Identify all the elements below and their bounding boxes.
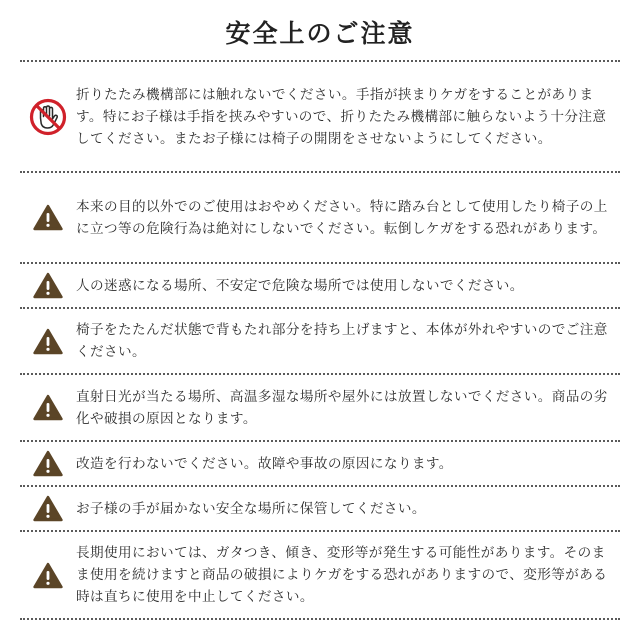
warning-icon	[20, 204, 76, 231]
notice-text: 長期使用においては、ガタつき、傾き、変形等が発生する可能性があります。そのまま使用を続けますと商品の破損によりケガをする恐れがありますので、変形等がある時は直ちに使用を中止してください。	[76, 545, 608, 605]
notice-text: 人の迷惑になる場所、不安定で危険な場所では使用しないでください。	[76, 277, 524, 294]
notice-text: 改造を行わないでください。故障や事故の原因になります。	[76, 455, 453, 472]
no-touch-hand-icon	[20, 97, 76, 137]
warning-icon	[20, 394, 76, 421]
notice-text: お子様の手が届かない安全な場所に保管してください。	[76, 500, 426, 517]
notice-text: 本来の目的以外でのご使用はおやめください。特に踏み台として使用したり椅子の上に立つ等の危険行為は絶対にしないでください。転倒しケガをする恐れがあります。	[76, 198, 608, 237]
warning-icon	[20, 272, 76, 299]
warning-icon	[20, 495, 76, 522]
notice-item	[20, 440, 620, 485]
notice-item	[20, 171, 620, 262]
notice-text: 椅子をたたんだ状態で背もたれ部分を持ち上げますと、本体が外れやすいのでご注意ください。	[76, 322, 608, 360]
notice-text: 折りたたみ機構部には触れないでください。手指が挟まりケガをすることがあります。特にお子様は手指を挟みやすいので、折りたたみ機構部に触らないよう十分注意してください。またお子様には椅子の開閉をさせないようにしてください。	[76, 86, 607, 147]
warning-icon	[20, 450, 76, 477]
notice-item	[20, 485, 620, 530]
page-title: 安全上のご注意	[225, 19, 415, 48]
notice-item	[20, 307, 620, 373]
safety-notice-list	[20, 60, 620, 620]
notice-item	[20, 262, 620, 307]
notice-text: 直射日光が当たる場所、高温多湿な場所や屋外には放置しないでください。商品の劣化や破損の原因となります。	[76, 388, 608, 427]
notice-item	[20, 530, 620, 620]
notice-item	[20, 60, 620, 171]
warning-icon	[20, 562, 76, 589]
notice-item	[20, 373, 620, 440]
warning-icon	[20, 328, 76, 355]
